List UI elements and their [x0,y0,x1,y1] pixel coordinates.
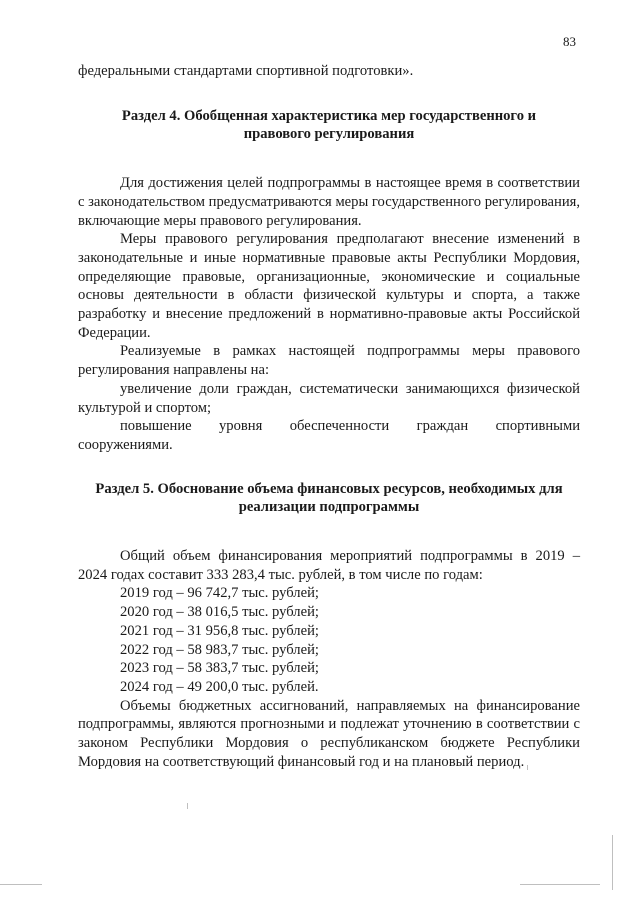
funding-year-line: 2019 год – 96 742,7 тыс. рублей; [120,585,319,602]
scan-edge-line [520,884,600,885]
continuation-text: федеральными стандартами спортивной подготовки». [78,63,414,79]
scan-speck [527,765,528,770]
section-4-list-item: увеличение доли граждан, систематически занимающихся физической культурой и спортом; [78,380,580,416]
section-4-paragraph: Для достижения целей подпрограммы в настоящее время в соответствии с законодательством предусматриваются меры государственного регулирования, включающие меры правового регулирования. [78,175,580,229]
section-5-closing: Объемы бюджетных ассигнований, направляемых на финансирование подпрограммы, являются прогнозными и подлежат уточнению в соответствии с законом Республики Мордовия о республиканском бюджете Республики Мордовия на соответствующий финансовый год и на плановый период. [78,697,580,770]
funding-year-line: 2024 год – 49 200,0 тыс. рублей. [120,678,319,695]
scan-edge-line [612,835,613,890]
section-4-list-item: повышение уровня обеспеченности граждан спортивными сооружениями. [78,418,580,453]
section-4-paragraph: Меры правового регулирования предполагают внесение изменений в законодательные и иные нормативные правовые акты Республики Мордовия, определяющие правовые, организационные, экономические и социальные основы деятельности в области физической культуры и спорта, а также разработку и внесение предложений в нормативно-правовые акты Российской Федерации. [78,231,580,341]
section-4-heading: Раздел 4. Обобщенная характеристика мер государственного и правового регулирования [121,107,537,143]
document-body [78,62,580,772]
funding-year-line: 2023 год – 58 383,7 тыс. рублей; [120,660,319,677]
section-4-paragraph: Реализуемые в рамках настоящей подпрограммы меры правового регулирования направлены на: [78,343,580,379]
page-number: 83 [563,34,576,49]
section-5-heading: Раздел 5. Обоснование объема финансовых ресурсов, необходимых для реализации подпрограммы [95,480,563,516]
funding-year-line: 2022 год – 58 983,7 тыс. рублей; [120,641,319,658]
section-5-intro: Общий объем финансирования мероприятий подпрограммы в 2019 – 2024 годах составит 333 283,4 тыс. рублей, в том числе по годам: [78,548,580,583]
scan-speck [187,803,188,809]
funding-year-line: 2020 год – 38 016,5 тыс. рублей; [120,604,319,621]
funding-year-line: 2021 год – 31 956,8 тыс. рублей; [120,622,319,639]
scan-edge-line [0,884,42,885]
